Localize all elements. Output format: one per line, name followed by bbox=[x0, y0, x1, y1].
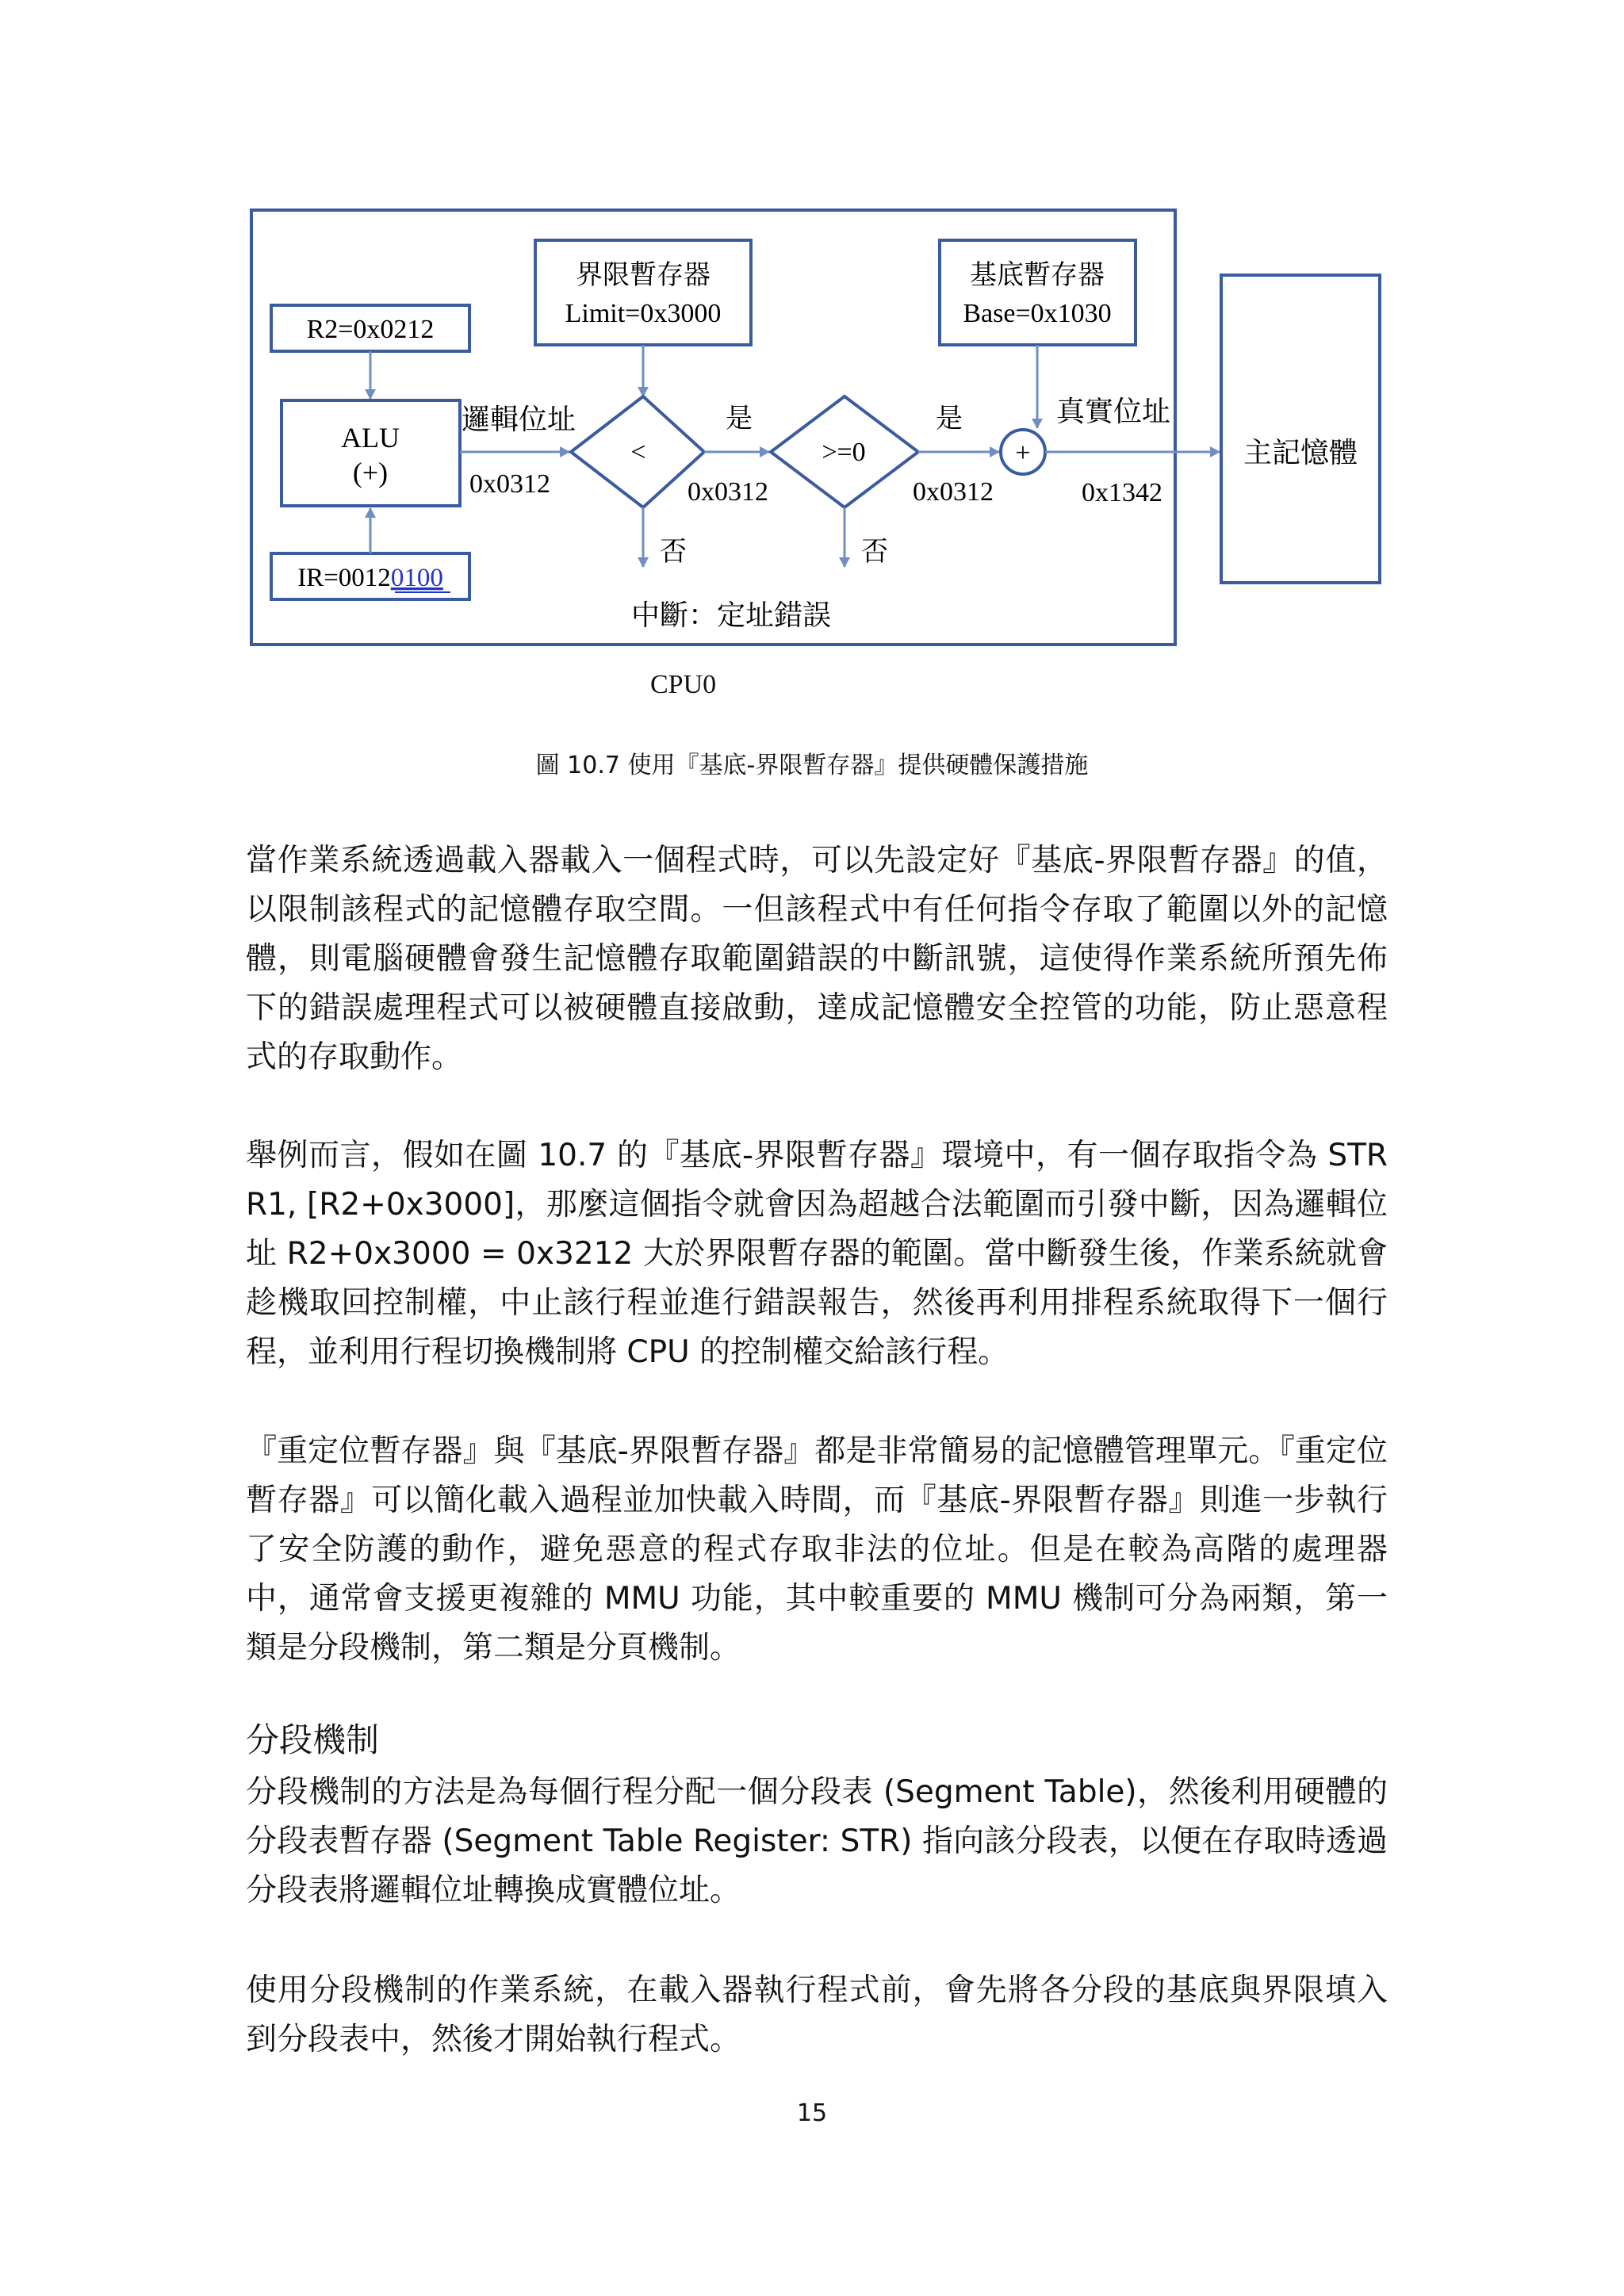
compare-less-diamond bbox=[571, 396, 704, 507]
physical-address-label: 真實位址 bbox=[1056, 396, 1171, 428]
ir-register-box bbox=[271, 553, 469, 599]
compare-ge0-diamond bbox=[771, 396, 918, 507]
alu-operation: (+) bbox=[352, 457, 389, 488]
physical-address-value: 0x1342 bbox=[1082, 478, 1162, 507]
no-label-2: 否 bbox=[861, 536, 888, 568]
limit-register-value: Limit=0x3000 bbox=[565, 299, 722, 328]
yes-label-2: 是 bbox=[936, 403, 963, 434]
section-paragraph-1: 分段機制的方法是為每個行程分配一個分段表 (Segment Table)，然後利用硬體的分段表暫存器 (Segment Table Register: STR) 指向該分段表，以便在存取時透過分段表將邏輯位址轉換成實體位址。 bbox=[246, 1774, 1388, 1908]
value-after-compare2: 0x0312 bbox=[913, 477, 994, 507]
adder-symbol: + bbox=[1015, 438, 1031, 468]
section-heading: 分段機制 bbox=[246, 1720, 380, 1759]
interrupt-label: 中斷：定址錯誤 bbox=[631, 599, 832, 632]
base-register-box bbox=[940, 240, 1136, 345]
ir-register-link[interactable]: 0100 bbox=[390, 564, 443, 592]
figure-caption: 圖 10.7 使用『基底-界限暫存器』提供硬體保護措施 bbox=[535, 752, 1089, 779]
page-number: 15 bbox=[796, 2099, 828, 2127]
memory-protection-diagram bbox=[238, 202, 1396, 646]
section-paragraph-2: 使用分段機制的作業系統，在載入器執行程式前，會先將各分段的基底與界限填入到分段表中，然後才開始執行程式。 bbox=[246, 1973, 1388, 2057]
base-register-title: 基底暫存器 bbox=[970, 259, 1105, 291]
ir-register-prefix: IR=0012 bbox=[297, 564, 391, 592]
main-memory-box bbox=[1221, 275, 1380, 583]
compare-less-symbol: < bbox=[630, 438, 646, 467]
value-after-compare1: 0x0312 bbox=[688, 477, 768, 507]
limit-register-box bbox=[535, 240, 751, 345]
alu-box bbox=[282, 400, 460, 506]
adder-circle bbox=[1001, 430, 1045, 474]
logical-address-label: 邏輯位址 bbox=[462, 404, 576, 436]
main-memory-label: 主記憶體 bbox=[1243, 437, 1358, 469]
yes-label-1: 是 bbox=[726, 403, 753, 434]
svg-text:IR=00120100 bbox=[297, 564, 443, 592]
paragraph-3: 『重定位暫存器』與『基底-界限暫存器』都是非常簡易的記憶體管理單元。『重定位暫存器』可以簡化載入過程並加快載入時間，而『基底-界限暫存器』則進一步執行了安全防護的動作，避免惡意的程式存取非法的位址。但是在較為高階的處理器中，通常會支援更複雜的 MMU 功能，其中較重要的 MMU 機制可分為兩類，第一類是分段機制，第二類是分頁機制。 bbox=[246, 1433, 1388, 1666]
paragraph-2: 舉例而言，假如在圖 10.7 的『基底-界限暫存器』環境中，有一個存取指令為 STR R1, [R2+0x3000]，那麼這個指令就會因為超越合法範圍而引發中斷，因為邏輯位址 R2+0x3000 = 0x3212 大於界限暫存器的範圍。當中斷發生後，作業系統就會趁機取回控制權，中止該行程並進行錯誤報告，然後再利用排程系統取得下一個行程，並利用行程切換機制將 CPU 的控制權交給該行程。 bbox=[246, 1138, 1388, 1370]
paragraph-1: 當作業系統透過載入器載入一個程式時，可以先設定好『基底-界限暫存器』的值，以限制該程式的記憶體存取空間。一但該程式中有任何指令存取了範圍以外的記憶體，則電腦硬體會發生記憶體存取範圍錯誤的中斷訊號，這使得作業系統所預先佈下的錯誤處理程式可以被硬體直接啟動，達成記憶體安全控管的功能，防止惡意程式的存取動作。 bbox=[246, 843, 1388, 1075]
alu-label: ALU bbox=[341, 422, 400, 453]
compare-ge0-symbol: >=0 bbox=[822, 438, 866, 467]
r2-register-value: R2=0x0212 bbox=[306, 315, 435, 344]
cpu-label: CPU0 bbox=[650, 670, 717, 699]
r2-register-box bbox=[271, 305, 469, 351]
limit-register-title: 界限暫存器 bbox=[576, 259, 710, 291]
logical-address-value: 0x0312 bbox=[469, 469, 550, 499]
base-register-value: Base=0x1030 bbox=[963, 299, 1112, 328]
no-label-1: 否 bbox=[660, 536, 687, 568]
